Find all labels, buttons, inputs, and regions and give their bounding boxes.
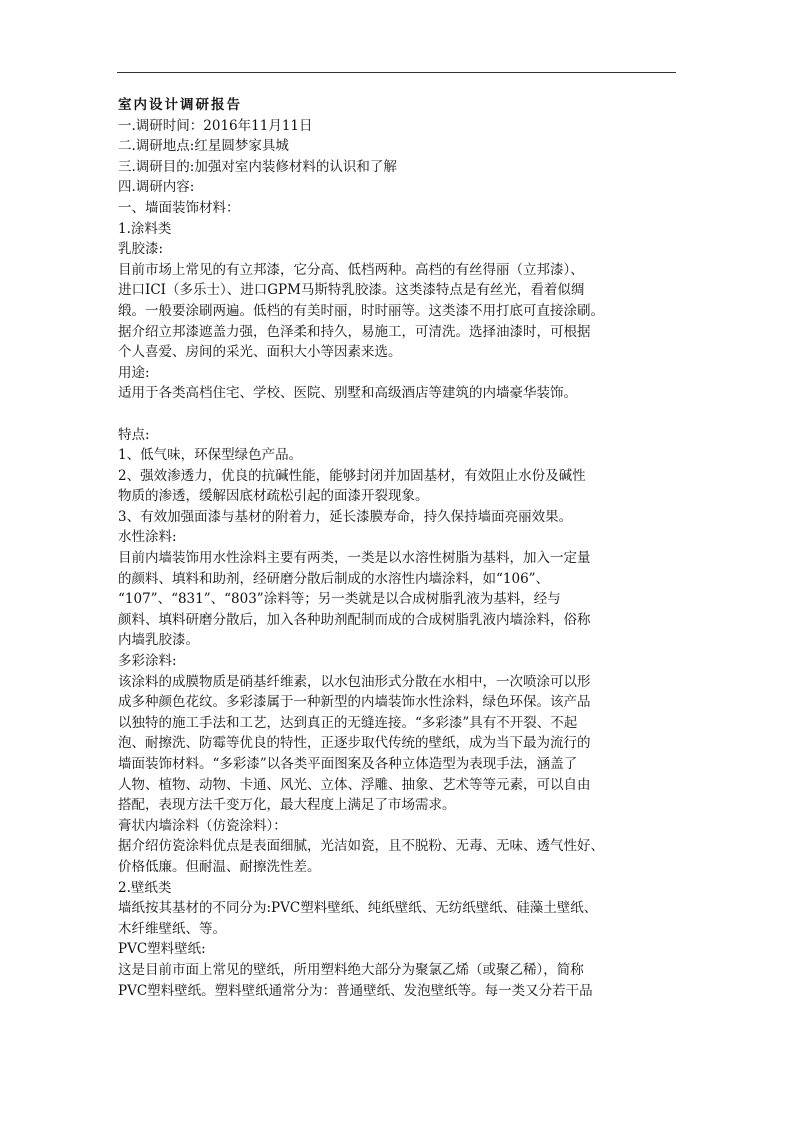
document-body — [118, 95, 678, 1001]
report-title: 室内设计调研报告 — [118, 97, 242, 113]
water-paint-paragraph-line: 目前内墙装饰用水性涂料主要有两类，一类是以水溶性树脂为基料，加入一定量 — [118, 550, 591, 567]
pvc-wallpaper-paragraph-line: PVC塑料壁纸。塑料壁纸通常分为：普通壁纸、发泡壁纸等。每一类又分若干品 — [118, 982, 593, 999]
multicolor-paint-paragraph-line: 搭配，表现方法千变万化，最大程度上满足了市场需求。 — [118, 797, 456, 814]
meta-content: 四.调研内容: — [118, 179, 195, 196]
usage-heading: 用途: — [118, 364, 150, 381]
multicolor-paint-paragraph-line: 泡、耐擦洗、防霉等优良的特性，正逐步取代传统的壁纸，成为当下最为流行的 — [118, 735, 591, 752]
water-paint-heading: 水性涂料: — [118, 529, 177, 546]
multicolor-paint-paragraph-line: 墙面装饰材料。“多彩漆”以各类平面图案及各种立体造型为表现手法，涵盖了 — [118, 756, 578, 772]
pvc-wallpaper-heading: PVC塑料壁纸: — [118, 941, 206, 958]
meta-location: 二.调研地点:红星圆梦家具城 — [118, 138, 289, 155]
multicolor-paint-paragraph-line: 该涂料的成膜物质是硝基纤维素，以水包油形式分散在水相中，一次喷涂可以形 — [118, 673, 591, 690]
header-rule — [117, 72, 676, 73]
paste-paint-paragraph-line: 价格低廉。但耐温、耐擦洗性差。 — [118, 858, 321, 875]
wallpaper-intro-line: 木纤维壁纸、等。 — [118, 920, 226, 937]
latex-paint-paragraph-line: 据介绍立邦漆遮盖力强，色泽柔和持久，易施工，可清洗。选择油漆时，可根据 — [118, 323, 591, 340]
water-paint-paragraph-line: 内墙乳胶漆。 — [118, 632, 199, 649]
multicolor-paint-paragraph-line: 人物、植物、动物、卡通、风光、立体、浮雕、抽象、艺术等等元素，可以自由 — [118, 776, 591, 793]
blank-line — [118, 404, 678, 425]
feature-line: 1、低气味，环保型绿色产品。 — [118, 447, 303, 464]
paste-paint-heading: 膏状内墙涂料（仿瓷涂料）： — [118, 817, 287, 834]
latex-paint-paragraph-line: 个人喜爱、房间的采光、面积大小等因素来选。 — [118, 344, 402, 361]
meta-time: 一.调研时间：2016年11月11日 — [118, 117, 313, 134]
latex-paint-paragraph-line: 进口ICI（多乐士）、进口GPM马斯特乳胶漆。这类漆特点是有丝光，看着似绸 — [118, 282, 585, 299]
latex-paint-paragraph-line: 目前市场上常见的有立邦漆，它分高、低档两种。高档的有丝得丽（立邦漆）、 — [118, 261, 584, 278]
subsection-heading-paints: 1.涂料类 — [118, 220, 172, 237]
usage-text: 适用于各类高档住宅、学校、医院、别墅和高级酒店等建筑的内墙豪华装饰。 — [118, 385, 577, 402]
water-paint-paragraph-line: 的颜料、填料和助剂，经研磨分散后制成的水溶性内墙涂料，如“106”、 — [118, 570, 550, 587]
feature-line: 物质的渗透，缓解因底材疏松引起的面漆开裂现象。 — [118, 488, 429, 505]
section-heading-wall-materials: 一、墙面装饰材料： — [118, 199, 240, 216]
water-paint-paragraph-line: “107”、“831”、“803”涂料等；另一类就是以合成树脂乳液为基料，经与 — [118, 591, 561, 608]
multicolor-paint-heading: 多彩涂料: — [118, 653, 177, 670]
water-paint-paragraph-line: 颜料、填料研磨分散后，加入各种助剂配制而成的合成树脂乳液内墙涂料，俗称 — [118, 611, 591, 628]
multicolor-paint-paragraph-line: 成多种颜色花纹。多彩漆属于一种新型的内墙装饰水性涂料，绿色环保。该产品 — [118, 694, 591, 711]
features-heading: 特点: — [118, 426, 150, 443]
paste-paint-paragraph-line: 据介绍仿瓷涂料优点是表面细腻，光洁如瓷，且不脱粉、无毒、无味、透气性好、 — [118, 838, 604, 855]
wallpaper-intro-line: 墙纸按其基材的不同分为:PVC塑料壁纸、纯纸壁纸、无纺纸壁纸、硅藻土壁纸、 — [118, 900, 598, 917]
pvc-wallpaper-paragraph-line: 这是目前市面上常见的壁纸，所用塑料绝大部分为聚氯乙烯（或聚乙稀），简称 — [118, 961, 584, 978]
latex-paint-paragraph-line: 缎。一般要涂刷两遍。低档的有美时丽，时时丽等。这类漆不用打底可直接涂刷。 — [118, 302, 604, 319]
meta-purpose: 三.调研目的:加强对室内装修材料的认识和了解 — [118, 158, 397, 175]
latex-paint-heading: 乳胶漆: — [118, 241, 164, 258]
feature-line: 3、有效加强面漆与基材的附着力，延长漆膜寿命，持久保持墙面亮丽效果。 — [118, 508, 573, 525]
feature-line: 2、强效渗透力，优良的抗碱性能，能够封闭并加固基材，有效阻止水份及碱性 — [118, 467, 586, 484]
multicolor-paint-paragraph-line: 以独特的施工手法和工艺，达到真正的无缝连接。“多彩漆”具有不开裂、不起 — [118, 714, 578, 731]
subsection-heading-wallpaper: 2.壁纸类 — [118, 879, 172, 896]
